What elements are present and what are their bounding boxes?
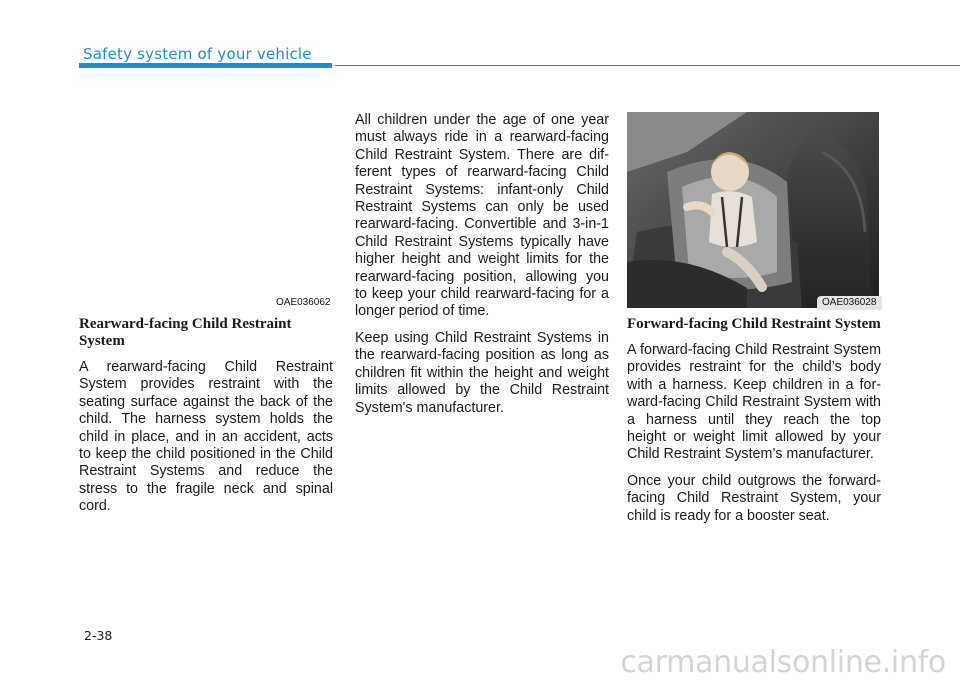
header-rule-thin bbox=[335, 65, 960, 66]
forward-heading: Forward-facing Child Restraint System bbox=[627, 316, 881, 332]
rearward-body: A rearward-facing Child Restraint System provides restraint with the seating surface against the back of the child. The harness system holds the child in place, and in an accident, acts to keep the child positioned in the Child Restraint Systems and reduce the stress to the fragile neck and spinal cord. bbox=[79, 359, 333, 515]
right-column bbox=[627, 316, 881, 534]
car-seat-photo bbox=[627, 112, 879, 308]
forward-paragraph-1: A forward-facing Child Restraint System provides restraint for the child’s body with a harness. Keep children in a forward-facing Child Restraint System with a harness until they reach the top height or weight limit allowed by your Child Restraint System’s manufacturer. bbox=[627, 342, 881, 463]
middle-paragraph-2: Keep using Child Restraint Systems in the rearward-facing position as long as children fit within the height and weight limits allowed by the Child Restraint System's manufacturer. bbox=[355, 329, 609, 416]
image-code-left: OAE036062 bbox=[271, 296, 336, 310]
middle-paragraph-1: All children under the age of one year must always ride in a rearward-facing Child Restraint System. There are different types of rearward-facing Child Restraint Systems: infant-only Child Restraint Systems can only be used rearward-facing. Convertible and 3-in-1 Child Restraint Systems typically have higher height and weight limits for the rearward-facing position, allowing you to keep your child rearward-facing for a longer period of time. bbox=[355, 112, 609, 320]
watermark: carmanualsonline.info bbox=[620, 645, 946, 680]
middle-column bbox=[355, 112, 609, 426]
header-rule-thick bbox=[79, 63, 332, 68]
image-code-right: OAE036028 bbox=[817, 296, 882, 310]
forward-paragraph-2: Once your child outgrows the forward-facing Child Restraint System, your child is ready for a booster seat. bbox=[627, 472, 881, 524]
page-number: 2-38 bbox=[84, 628, 113, 643]
rearward-heading: Rearward-facing Child Restraint System bbox=[79, 316, 292, 349]
left-column bbox=[79, 316, 333, 525]
section-title: Safety system of your vehicle bbox=[83, 45, 312, 63]
